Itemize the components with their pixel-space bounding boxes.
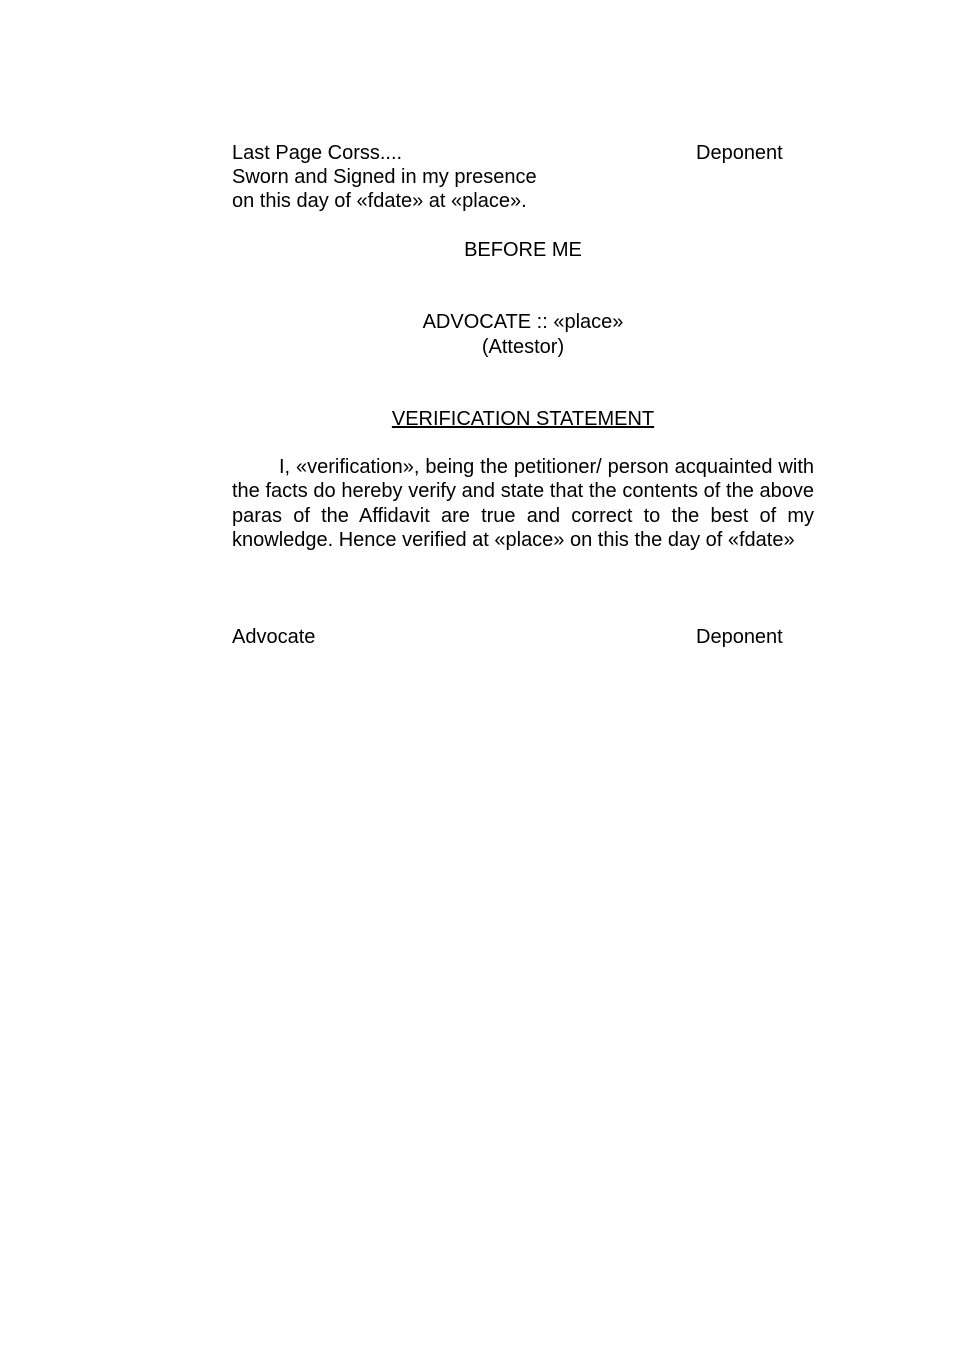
advocate-place-text: ADVOCATE :: «place» — [422, 311, 624, 333]
advocate-signature-label: Advocate — [232, 626, 316, 648]
last-page-text: Last Page Corss.... — [232, 142, 403, 164]
verification-heading — [232, 407, 814, 431]
sworn-signed-text: Sworn and Signed in my presence — [232, 166, 537, 188]
attestor-text: (Attestor) — [481, 336, 565, 358]
verification-heading-text: VERIFICATION STATEMENT — [391, 408, 655, 430]
deponent-label-top: Deponent — [696, 142, 783, 164]
before-me-text: BEFORE ME — [464, 239, 582, 261]
date-place-text: on this day of «fdate» at «place». — [232, 190, 527, 212]
verification-paragraph: I, «verification», being the petitioner/ person acquainted with the facts do hereby verify and state that the contents of the above paras of the Affidavit are true and correct to the best of my knowledge. Hence verified at «place» on this the day of «fdate» — [232, 456, 814, 552]
deponent-signature-label: Deponent — [696, 626, 783, 648]
